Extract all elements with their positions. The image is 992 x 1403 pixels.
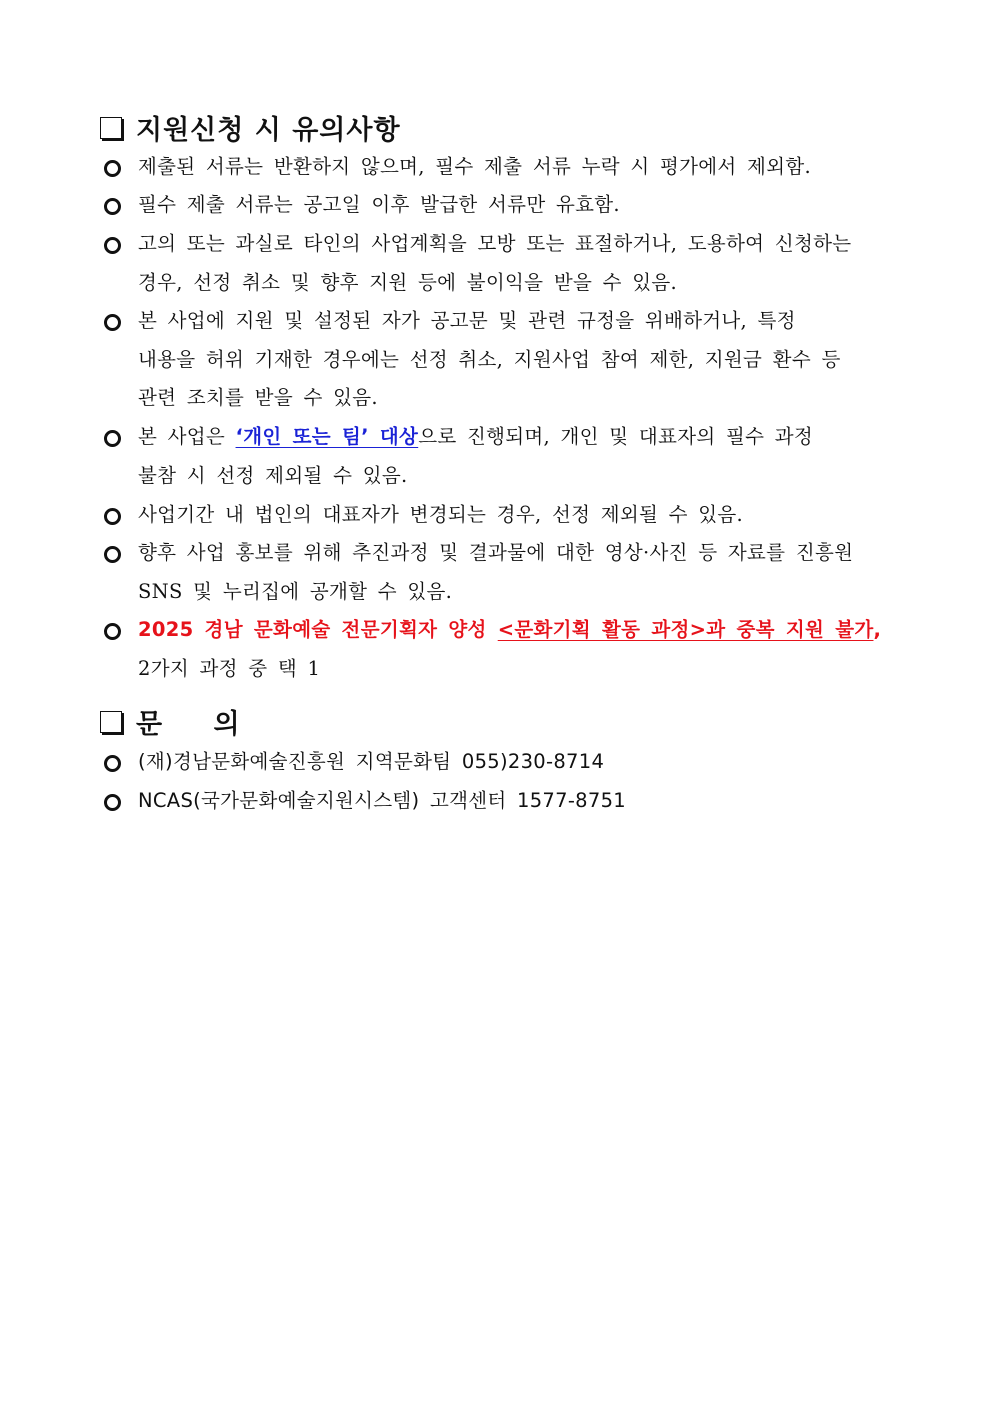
warning-comma: , (873, 618, 882, 641)
circle-bullet-icon (104, 237, 121, 254)
circle-bullet-icon (104, 755, 121, 772)
item-text-continued: 내용을 허위 기재한 경우에는 선정 취소, 지원사업 참여 제한, 지원금 환수 등 (138, 347, 841, 371)
item-text (104, 611, 904, 650)
section-heading-contact (100, 702, 241, 741)
contact-item (104, 743, 904, 782)
item-text: 제출된 서류는 반환하지 않으며, 필수 제출 서류 누락 시 평가에서 제외함. (138, 155, 811, 178)
item-text-continued: 관련 조치를 받을 수 있음. (138, 386, 378, 409)
section-heading-notes (100, 108, 401, 147)
section-title: 지원신청 시 유의사항 (136, 115, 401, 146)
item-text-continued: 2가지 과정 중 택 1 (138, 656, 321, 680)
circle-bullet-icon (104, 508, 121, 525)
contact-text: NCAS(국가문화예술지원시스템) 고객센터 1577-8751 (138, 789, 626, 812)
contact-item (104, 782, 904, 821)
list-item (104, 534, 904, 611)
checkbox-square-icon (100, 117, 122, 139)
highlight-target-text: ‘개인 또는 팀’ 대상 (235, 425, 419, 448)
circle-bullet-icon (104, 314, 121, 331)
item-text: 고의 또는 과실로 타인의 사업계획을 모방 또는 표절하거나, 도용하여 신청하는 (138, 232, 852, 255)
item-text-suffix: 으로 진행되며, 개인 및 대표자의 필수 과정 (418, 425, 814, 448)
item-text-continued: 경우, 선정 취소 및 향후 지원 등에 불이익을 받을 수 있음. (138, 270, 677, 294)
list-item (104, 302, 904, 418)
contact-text: (재)경남문화예술진흥원 지역문화팀 055)230-8714 (138, 750, 605, 773)
circle-bullet-icon (104, 546, 121, 563)
circle-bullet-icon (104, 160, 121, 177)
item-text: 필수 제출 서류는 공고일 이후 발급한 서류만 유효함. (138, 193, 620, 216)
circle-bullet-icon (104, 198, 121, 215)
item-text-continued: SNS 및 누리집에 공개할 수 있음. (138, 579, 453, 603)
item-text: 본 사업에 지원 및 설정된 자가 공고문 및 관련 규정을 위배하거나, 특정 (138, 309, 796, 332)
item-text-continued: 불참 시 선정 제외될 수 있음. (138, 463, 408, 487)
circle-bullet-icon (104, 430, 121, 447)
circle-bullet-icon (104, 623, 121, 640)
item-text: 향후 사업 홍보를 위해 추진과정 및 결과물에 대한 영상·사진 등 자료를 진흥원 (138, 541, 854, 564)
circle-bullet-icon (104, 794, 121, 811)
list-item (104, 611, 904, 688)
section-title: 문 의 (136, 709, 241, 740)
warning-text: 2025 경남 문화예술 전문기획자 양성 (138, 618, 498, 641)
list-item (104, 496, 904, 535)
checkbox-square-icon (100, 711, 122, 733)
list-item (104, 225, 904, 302)
item-text-prefix: 본 사업은 (138, 425, 236, 448)
item-text: 사업기간 내 법인의 대표자가 변경되는 경우, 선정 제외될 수 있음. (138, 503, 744, 526)
list-item (104, 418, 904, 495)
list-item (104, 148, 904, 187)
warning-text-underlined: <문화기획 활동 과정>과 중복 지원 불가 (497, 618, 874, 641)
item-text (104, 418, 904, 457)
list-item (104, 186, 904, 225)
